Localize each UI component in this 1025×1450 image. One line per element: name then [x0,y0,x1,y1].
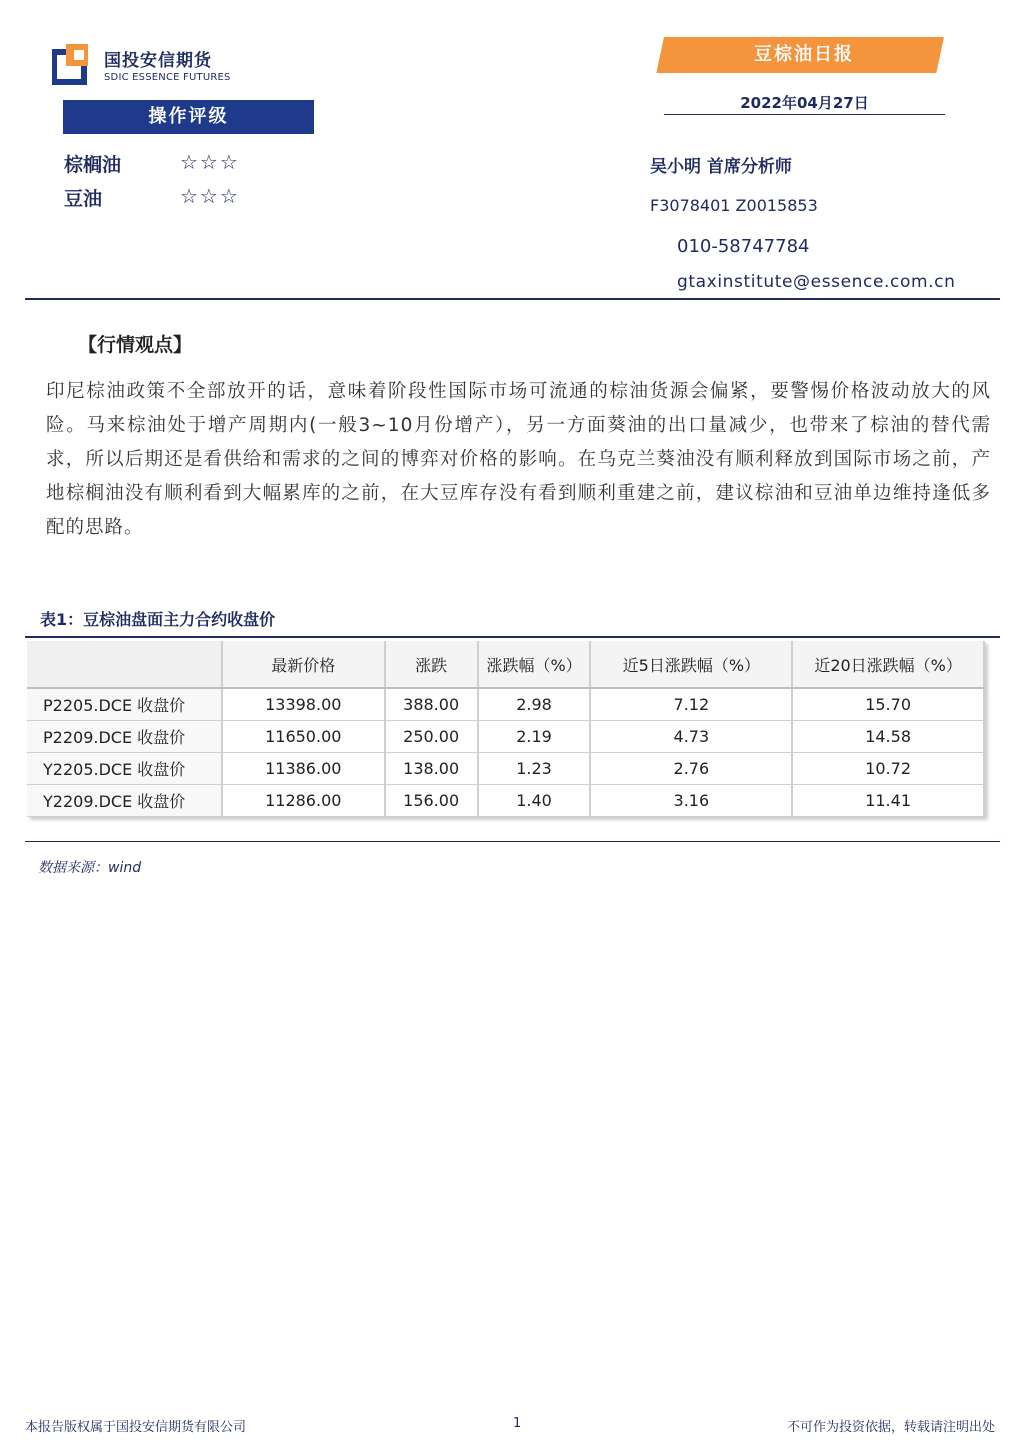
analyst-name: 吴小明 首席分析师 [650,157,792,177]
change: 138.00 [385,753,478,785]
change-pct: 1.23 [478,753,591,785]
table-header-cell: 近20日涨跌幅（%） [792,641,984,688]
table-row [27,785,984,817]
report-title-banner [664,37,944,73]
table-row [27,721,984,753]
logo-mark-icon [52,42,98,88]
date-divider [664,114,945,115]
table-header-cell: 涨跌幅（%） [478,641,591,688]
market-view-body: 印尼棕油政策不全部放开的话，意味着阶段性国际市场可流通的棕油货源会偏紧，要警惕价格波动放大的风险。马来棕油处于增产周期内(一般3~10月份增产），另一方面葵油的出口量减少，也带来了棕油的替代需求，所以后期还是看供给和需求的之间的博弈对价格的影响。在乌克兰葵油没有顺利释放到国际市场之前，产地棕榈油没有顺利看到大幅累库的之前，在大豆库存没有看到顺利重建之前，建议棕油和豆油单边维持逢低多配的思路。 [46,381,991,538]
change-20d-pct: 10.72 [792,753,984,785]
change: 156.00 [385,785,478,817]
change-pct: 2.19 [478,721,591,753]
table-row [27,688,984,721]
market-view-title: 【行情观点】 [78,334,193,356]
change-20d-pct: 15.70 [792,688,984,721]
latest-price: 11286.00 [222,785,385,817]
table-header-cell [27,641,222,688]
rating-stars-soy: ☆☆☆ [180,184,240,208]
rating-header: 操作评级 [63,100,314,134]
table-header-cell: 近5日涨跌幅（%） [590,641,792,688]
contract-name: P2205.DCE 收盘价 [27,688,222,721]
table-header-row [27,641,984,688]
logo-en-text: SDIC ESSENCE FUTURES [104,72,231,83]
table-header-cell: 涨跌 [385,641,478,688]
footer-copyright: 本报告版权属于国投安信期货有限公司 [25,1420,247,1435]
caption-divider [25,636,1000,638]
page-number: 1 [513,1416,522,1431]
table-bottom-divider [25,841,1000,842]
change-5d-pct: 3.16 [590,785,792,817]
company-logo [52,42,252,92]
change: 250.00 [385,721,478,753]
price-table [27,641,985,817]
rating-stars-palm: ☆☆☆ [180,150,240,174]
table-row [27,753,984,785]
change-20d-pct: 14.58 [792,721,984,753]
logo-cn-text: 国投安信期货 [104,51,212,71]
analyst-ids: F3078401 Z0015853 [650,196,818,215]
latest-price: 13398.00 [222,688,385,721]
contract-name: Y2205.DCE 收盘价 [27,753,222,785]
header-divider [25,298,1000,300]
report-date: 2022年04月27日 [740,94,869,112]
table-caption: 表1：豆棕油盘面主力合约收盘价 [40,610,276,629]
change: 388.00 [385,688,478,721]
data-source: 数据来源：wind [38,860,142,876]
contract-name: Y2209.DCE 收盘价 [27,785,222,817]
analyst-email[interactable]: gtaxinstitute@essence.com.cn [677,272,956,292]
analyst-phone: 010-58747784 [677,236,810,257]
change-20d-pct: 11.41 [792,785,984,817]
change-pct: 1.40 [478,785,591,817]
change-pct: 2.98 [478,688,591,721]
change-5d-pct: 2.76 [590,753,792,785]
latest-price: 11650.00 [222,721,385,753]
table-header-cell: 最新价格 [222,641,385,688]
contract-name: P2209.DCE 收盘价 [27,721,222,753]
report-title: 豆棕油日报 [754,44,854,65]
change-5d-pct: 7.12 [590,688,792,721]
rating-product-palm: 棕榈油 [64,154,122,176]
footer-disclaimer: 不可作为投资依据，转载请注明出处 [786,1420,995,1435]
latest-price: 11386.00 [222,753,385,785]
rating-product-soy: 豆油 [64,188,103,210]
change-5d-pct: 4.73 [590,721,792,753]
